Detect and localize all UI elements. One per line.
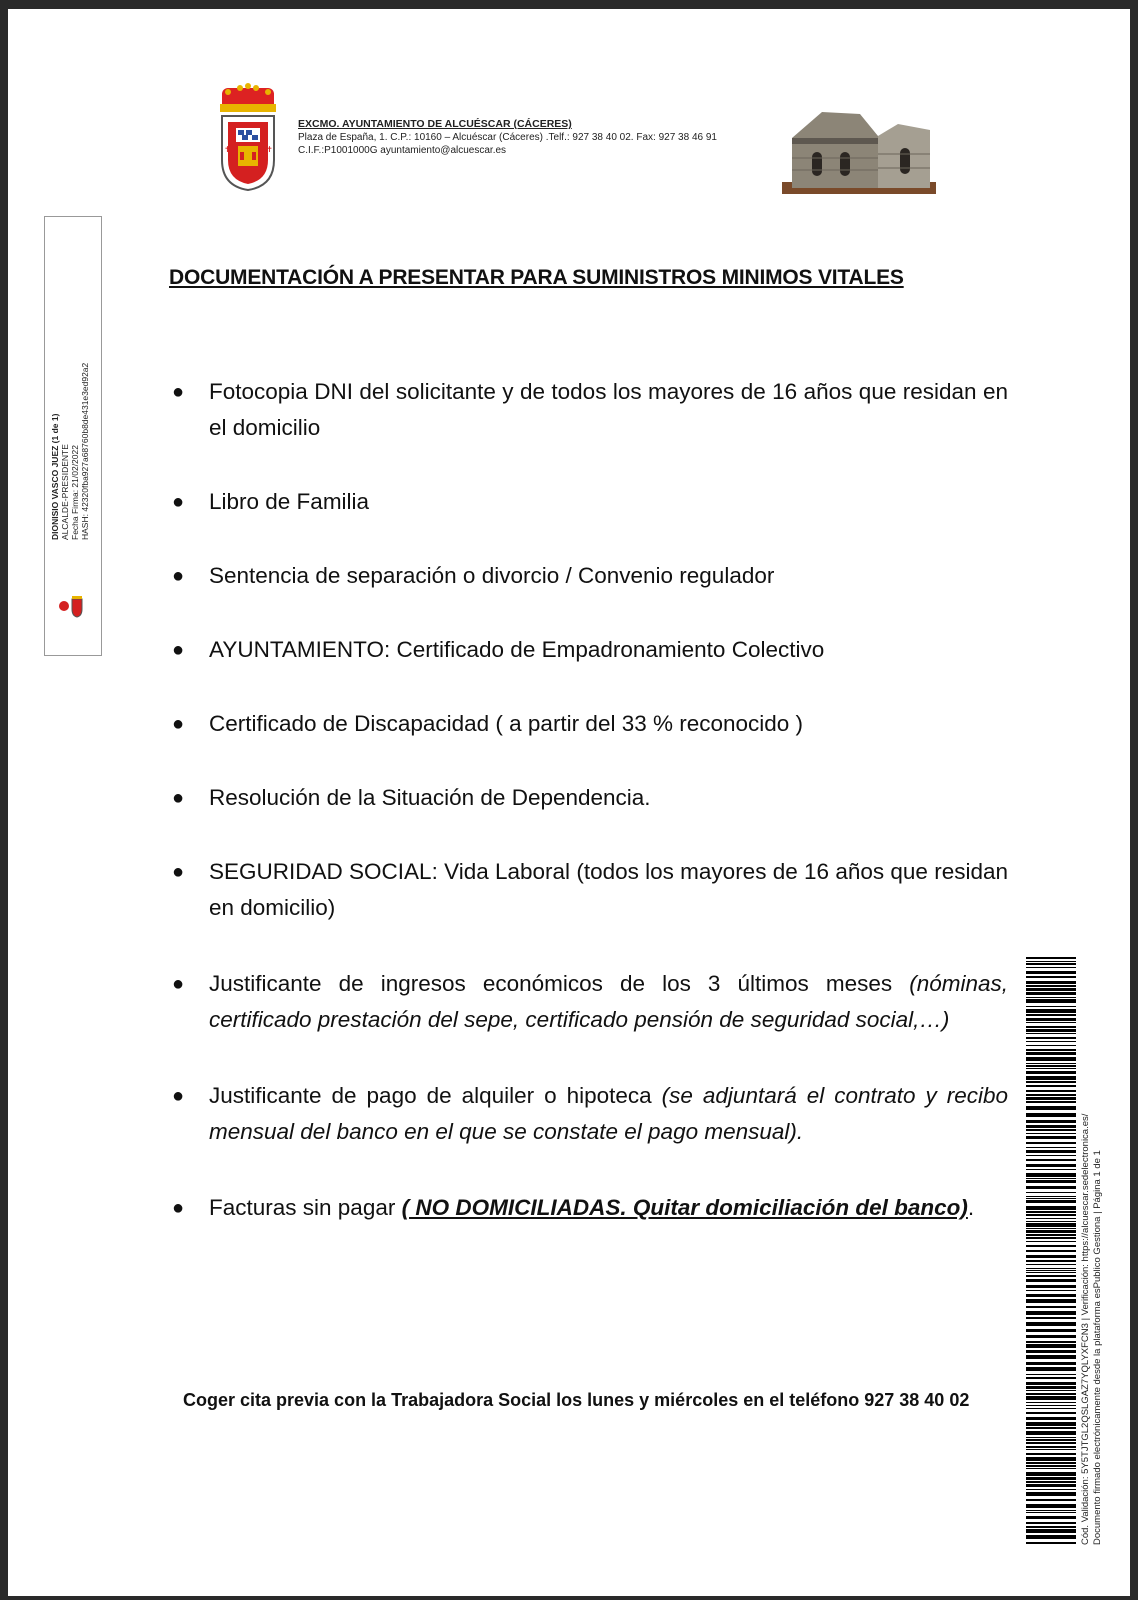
validation-platform: Documento firmado electrónicamente desde la plataforma esPublico Gestiona | Página 1 de 1 [1092,1150,1103,1545]
list-item [172,1190,1008,1226]
bullet-icon: ● [172,491,185,513]
barcode-bar [1026,1442,1076,1444]
barcode-bar [1026,1492,1076,1496]
barcode-bar [1026,1211,1076,1213]
barcode-bar [1026,1057,1076,1061]
bullet-icon: ● [172,787,185,809]
barcode-bar [1026,1529,1076,1533]
letterhead [298,118,717,157]
barcode-bar [1026,1367,1076,1371]
barcode-bar [1026,1221,1076,1222]
svg-text:✝: ✝ [266,145,273,154]
organization-address: Plaza de España, 1. C.P.: 10160 – Alcuéscar (Cáceres) .Telf.: 927 38 40 02. Fax: 927 38 46 91 [298,132,717,143]
barcode-bar [1026,1076,1076,1080]
barcode-bar [1026,1250,1076,1252]
barcode-bar [1026,1344,1076,1348]
list-item-italic-note: (nóminas, certificado prestación del sepe, certificado pensión de seguridad social,…) [209,971,1008,1032]
list-item-text: AYUNTAMIENTO: Certificado de Empadronamiento Colectivo [209,637,825,662]
list-item [172,1078,1008,1150]
barcode-bar [1026,1142,1076,1144]
barcode-bar [1026,1014,1076,1016]
barcode-bar [1026,1449,1076,1450]
barcode-bar [1026,1018,1076,1021]
barcode-bar [1026,1180,1076,1183]
barcode-bar [1026,1129,1076,1131]
barcode-bar [1026,1462,1076,1464]
barcode-bar [1026,1178,1076,1179]
barcode-bar [1026,1218,1076,1219]
list-item [172,966,1008,1038]
list-item-text [209,1078,1008,1150]
bullet-icon: ● [172,639,185,661]
window-frame-left [0,0,8,1600]
barcode-bar [1026,1499,1076,1501]
barcode-bar [1026,1120,1076,1123]
barcode-bar [1026,1133,1076,1134]
barcode-bar [1026,1085,1076,1087]
list-item-text [209,966,1008,1038]
barcode-bar [1026,1094,1076,1096]
barcode-bar [1026,1516,1076,1519]
barcode-bar [1026,1446,1076,1448]
barcode-bar [1026,1422,1076,1426]
signer-name: DIONISIO VASCO JUEZ (1 de 1) [50,413,60,540]
bullet-icon: ● [172,1085,185,1107]
window-frame-bottom [0,1596,1138,1600]
barcode-bar [1026,1022,1076,1023]
organization-tax-email: C.I.F.:P1001000G ayuntamiento@alcuescar.es [298,145,507,156]
list-item [172,558,1008,594]
validation-code: Cód. Validación: 5Y5TJTGL2QSLGAZ7YQLYXFCN3 | Verificación: https://alcuescar.sedelectronica.es/ [1080,1113,1091,1545]
barcode-bar [1026,1136,1076,1139]
barcode-bar [1026,1037,1076,1039]
list-item-tail: . [967,1195,975,1220]
barcode-bar [1026,1065,1076,1067]
barcode-bar [1026,1341,1076,1343]
signature-stamp-text [50,363,90,540]
barcode-bar [1026,1155,1076,1156]
bullet-icon: ● [172,973,185,995]
barcode-bar [1026,1402,1076,1403]
barcode-bar [1026,1512,1076,1513]
barcode-bar [1026,1484,1076,1487]
barcode-bar [1026,1097,1076,1100]
barcode-bar [1026,1350,1076,1353]
appointment-note: Coger cita previa con la Trabajadora Social los lunes y miércoles en el teléfono 927 38 40 02 [183,1390,970,1410]
barcode-bar [1026,1230,1076,1233]
barcode-bar [1026,1453,1076,1455]
barcode-bar [1026,1417,1076,1420]
barcode-bar [1026,1029,1076,1032]
barcode-bar [1026,1412,1076,1414]
list-item-main-text: Facturas sin pagar [209,1195,402,1220]
barcode-bar [1026,967,1076,968]
barcode-bar [1026,1329,1076,1332]
barcode-bar [1026,1279,1076,1282]
barcode-bar [1026,1264,1076,1265]
barcode-bar [1026,1200,1076,1203]
barcode-bar [1026,1196,1076,1197]
barcode-bar [1026,1322,1076,1326]
barcode-bar [1026,961,1076,962]
barcode-bar [1026,1192,1076,1193]
barcode-bar [1026,1405,1076,1406]
barcode-bar [1026,1299,1076,1303]
barcode-bar [1026,1125,1076,1128]
barcode-bar [1026,1009,1076,1013]
barcode-bar [1026,1101,1076,1103]
signature-hash: HASH: 42320fba927a68760b8de431e3ed92a2 [80,362,90,540]
barcode-bar [1026,1355,1076,1359]
barcode-bar [1026,1241,1076,1242]
barcode-bar [1026,1049,1076,1051]
barcode-bar [1026,963,1076,965]
barcode-bar [1026,1071,1076,1074]
validation-text [1080,1114,1104,1545]
list-item-italic-note: (se adjuntará el contrato y recibo mensual del banco en el que se constate el pago mensual). [209,1083,1009,1144]
barcode-bar [1026,1431,1076,1435]
barcode-bar [1026,1311,1076,1315]
barcode-bar [1026,1268,1076,1269]
window-frame-top [0,0,1138,9]
list-item-main-text: Justificante de ingresos económicos de los 3 últimos meses [209,971,910,996]
barcode-bar [1026,1526,1076,1528]
barcode-bar [1026,1377,1076,1379]
barcode-bar [1026,1045,1076,1046]
barcode-bar [1026,1106,1076,1110]
barcode-bar [1026,1294,1076,1297]
barcode-bar [1026,1228,1076,1229]
barcode-bar [1026,1041,1076,1042]
barcode-bar [1026,999,1076,1003]
bullet-icon: ● [172,381,185,403]
barcode-bar [1026,1439,1076,1441]
barcode-bar [1026,1408,1076,1409]
barcode-bar [1026,971,1076,974]
list-item [172,374,1008,446]
list-item-main-text: Justificante de pago de alquiler o hipoteca [209,1083,662,1108]
barcode-bar [1026,1159,1076,1161]
stamp-coat-of-arms-icon [56,593,86,619]
list-item-emphasis: ( NO DOMICILIADAS. Quitar domiciliación del banco) [401,1195,968,1220]
barcode-bar [1026,1206,1076,1210]
barcode-bar [1026,1535,1076,1539]
barcode-bar [1026,1285,1076,1288]
barcode-bar [1026,1396,1076,1400]
barcode-bar [1026,992,1076,995]
barcode-bar [1026,1234,1076,1236]
barcode-bar [1026,1472,1076,1476]
bullet-icon: ● [172,713,185,735]
barcode-bar [1026,1290,1076,1291]
barcode-bar [1026,1335,1076,1338]
barcode-bar [1026,1164,1076,1167]
barcode-bar [1026,1362,1076,1365]
barcode-bar [1026,1113,1076,1117]
barcode-bar [1026,976,1076,978]
barcode-bar [1026,1504,1076,1508]
signer-role: ALCALDE-PRESIDENTE [60,444,70,540]
list-item-text: Resolución de la Situación de Dependencia. [209,785,651,810]
bullet-icon: ● [172,861,185,883]
bullet-icon: ● [172,1197,185,1219]
barcode-bar [1026,1382,1076,1385]
barcode-bar [1026,1386,1076,1389]
barcode-bar [1026,1245,1076,1247]
barcode-bar [1026,1522,1076,1524]
barcode-bar [1026,1306,1076,1308]
svg-text:✝: ✝ [224,145,231,154]
barcode-bar [1026,1147,1076,1148]
barcode-bar [1026,1437,1076,1438]
barcode-bar [1026,1006,1076,1007]
barcode-bar [1026,1026,1076,1028]
barcode-bar [1026,985,1076,987]
barcode-bar [1026,1272,1076,1273]
barcode-bar [1026,988,1076,991]
barcode-bar [1026,1481,1076,1483]
window-frame-right [1130,0,1138,1600]
barcode-bar [1026,1255,1076,1258]
barcode-bar [1026,1186,1076,1189]
signature-date: Fecha Firma: 21/02/2022 [70,445,80,540]
barcode-bar [1026,1068,1076,1069]
document-title: DOCUMENTACIÓN A PRESENTAR PARA SUMINISTROS MINIMOS VITALES [169,266,904,289]
bullet-icon: ● [172,565,185,587]
barcode-bar [1026,1169,1076,1170]
list-item-text: Fotocopia DNI del solicitante y de todos los mayores de 16 años que residan en el domicilio [209,379,1008,440]
barcode-bar [1026,1173,1076,1177]
list-item [172,780,1008,816]
barcode-bar [1026,1390,1076,1391]
list-item [172,632,1008,668]
barcode-bar [1026,1317,1076,1319]
barcode-bar [1026,1393,1076,1395]
barcode-bar [1026,957,1076,959]
list-item-text: Libro de Familia [209,489,370,514]
list-item-text: Sentencia de separación o divorcio / Convenio regulador [209,563,775,588]
barcode-bar [1026,1510,1076,1511]
barcode-bar [1026,1198,1076,1199]
barcode-bar [1026,1270,1076,1271]
barcode-bar [1026,997,1076,998]
barcode-bar [1026,1237,1076,1239]
barcode-bar [1026,1477,1076,1480]
list-item-text [209,1190,1008,1226]
validation-barcode [1026,957,1076,1547]
barcode-bar [1026,1090,1076,1092]
barcode-bar [1026,1275,1076,1277]
barcode-bar [1026,1150,1076,1153]
barcode-bar [1026,1260,1076,1262]
list-item-text: Certificado de Discapacidad ( a partir del 33 % reconocido ) [209,711,804,736]
organization-name: EXCMO. AYUNTAMIENTO DE ALCUÉSCAR (CÁCERES) [298,118,572,130]
barcode-bar [1026,1374,1076,1375]
list-item [172,854,1008,926]
barcode-bar [1026,1063,1076,1064]
barcode-bar [1026,1427,1076,1429]
barcode-bar [1026,1489,1076,1490]
barcode-bar [1026,1052,1076,1055]
list-item [172,484,1008,520]
barcode-bar [1026,1542,1076,1544]
list-item-text: SEGURIDAD SOCIAL: Vida Laboral (todos los mayores de 16 años que residan en domicilio) [209,859,1008,920]
church-image [782,108,936,194]
barcode-bar [1026,1223,1076,1227]
barcode-bar [1026,1081,1076,1083]
barcode-bar [1026,1457,1076,1461]
list-item [172,706,1008,742]
coat-of-arms-icon [216,82,280,194]
barcode-bar [1026,981,1076,984]
barcode-bar [1026,1214,1076,1216]
barcode-bar [1026,1465,1076,1467]
barcode-bar [1026,1468,1076,1469]
barcode-bar [1026,1033,1076,1034]
